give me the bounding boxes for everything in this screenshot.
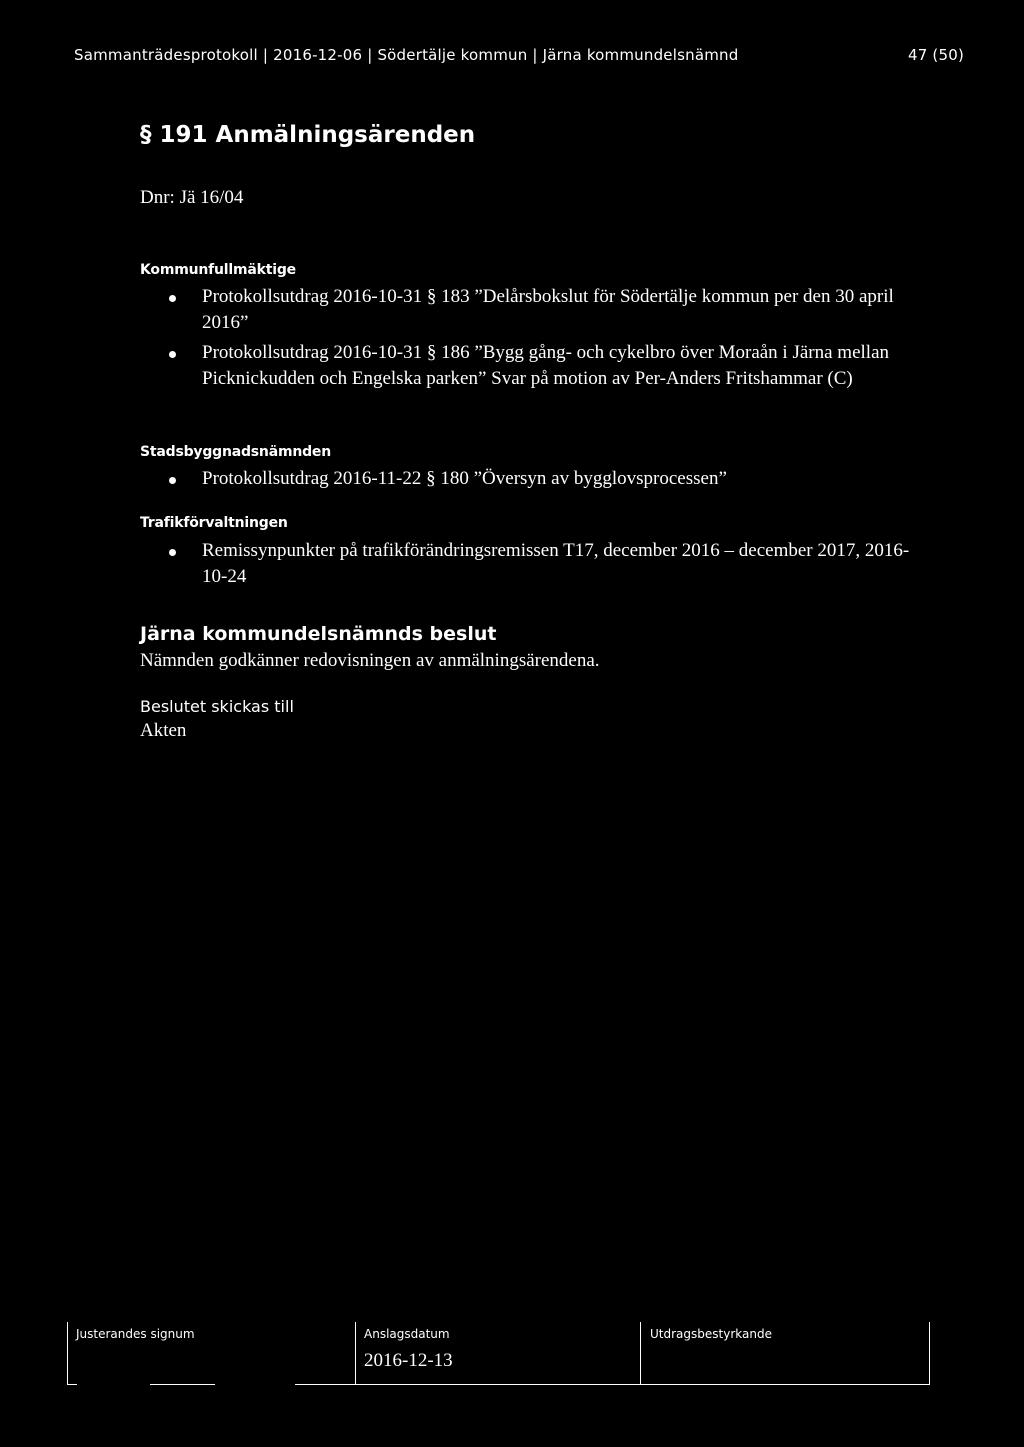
list-item xyxy=(202,284,932,336)
footer-divider xyxy=(640,1322,641,1384)
group-heading-kommunfullmaktige: Kommunfullmäktige xyxy=(140,262,296,278)
decision-text: Nämnden godkänner redovisningen av anmälningsärendena. xyxy=(140,650,600,671)
bullet-icon xyxy=(169,477,176,484)
page-number: 47 (50) xyxy=(907,46,964,64)
decision-heading: Järna kommundelsnämnds beslut xyxy=(140,623,497,645)
certification-label: Utdragsbestyrkande xyxy=(650,1327,772,1341)
case-number: Dnr: Jä 16/04 xyxy=(140,187,244,208)
group-heading-trafikforvaltningen: Trafikförvaltningen xyxy=(140,515,288,531)
footer-bottom-line xyxy=(150,1384,215,1385)
posting-date-label: Anslagsdatum xyxy=(364,1327,450,1341)
list-item xyxy=(202,340,932,392)
header-title: Sammanträdesprotokoll | 2016-12-06 | Södertälje kommun | Järna kommundelsnämnd xyxy=(74,46,739,64)
footer-divider xyxy=(67,1322,68,1384)
footer-bottom-line xyxy=(67,1384,77,1385)
bullet-icon xyxy=(169,295,176,302)
footer-divider xyxy=(929,1322,930,1384)
list-item xyxy=(202,466,932,492)
send-to-value: Akten xyxy=(140,720,187,741)
document-header xyxy=(74,46,964,64)
list-item-text: Remissynpunkter på trafikförändringsremissen T17, december 2016 – december 2017, 2016-10-24 xyxy=(202,540,910,587)
bullet-icon xyxy=(169,549,176,556)
section-title: § 191 Anmälningsärenden xyxy=(140,122,476,148)
group-heading-stadsbyggnadsnamnden: Stadsbyggnadsnämnden xyxy=(140,444,331,460)
list-item-text: Protokollsutdrag 2016-11-22 § 180 ”Översyn av bygglovsprocessen” xyxy=(202,468,727,489)
list-item-text: Protokollsutdrag 2016-10-31 § 186 ”Bygg gång- och cykelbro över Moraån i Järna mellan Picknickudden och Engelska parken” Svar på motion av Per-Anders Fritshammar (C) xyxy=(202,342,890,389)
posting-date-value: 2016-12-13 xyxy=(364,1350,453,1371)
send-to-label: Beslutet skickas till xyxy=(140,697,294,716)
signature-label: Justerandes signum xyxy=(76,1327,195,1341)
list-item xyxy=(202,538,932,590)
footer-bottom-line xyxy=(295,1384,930,1385)
bullet-icon xyxy=(169,351,176,358)
list-item-text: Protokollsutdrag 2016-10-31 § 183 ”Delårsbokslut för Södertälje kommun per den 30 april 2016” xyxy=(202,286,894,333)
footer-divider xyxy=(355,1322,356,1384)
